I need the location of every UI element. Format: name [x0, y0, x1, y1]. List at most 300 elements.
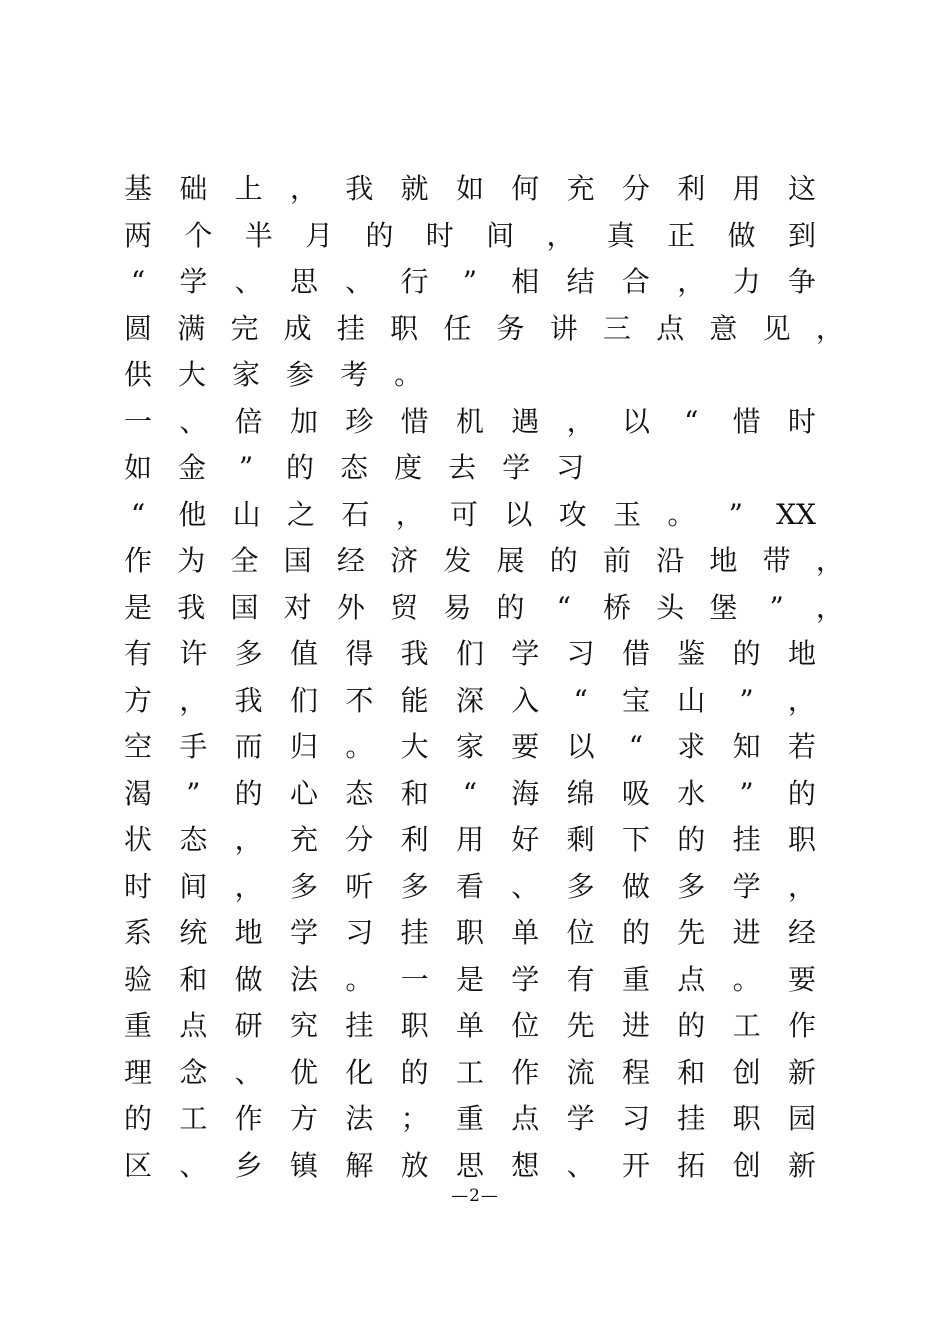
body-text: [124, 166, 844, 1189]
text-glyph: 大: [400, 730, 429, 763]
text-glyph: 要: [511, 730, 540, 763]
text-glyph: 借: [621, 637, 650, 670]
text-glyph: 做: [621, 869, 650, 903]
text-glyph: 地: [787, 637, 816, 670]
text-glyph: 个: [184, 218, 213, 252]
text-glyph: 结: [566, 265, 595, 298]
text-glyph: 一: [400, 962, 429, 996]
text-glyph: 下: [621, 823, 650, 856]
text-glyph: 。: [345, 730, 374, 763]
text-glyph: 用: [732, 172, 761, 205]
text-glyph: 解: [345, 1148, 374, 1182]
text-glyph: 多: [566, 869, 595, 903]
text-glyph: 惜: [732, 404, 761, 438]
text-glyph: 念: [179, 1055, 208, 1089]
text-glyph: 先: [566, 1009, 595, 1042]
text-glyph: ，: [787, 869, 816, 903]
text-glyph: 习: [556, 451, 585, 484]
text-glyph: 得: [345, 637, 374, 670]
text-glyph: 圆: [124, 311, 153, 345]
text-line: [124, 492, 816, 539]
text-glyph: 多: [400, 869, 429, 903]
text-glyph: 金: [178, 451, 207, 484]
text-glyph: 重: [455, 1102, 484, 1135]
text-glyph: 学: [289, 916, 318, 949]
text-glyph: 展: [496, 544, 525, 577]
text-glyph: 分: [621, 172, 650, 205]
text-glyph: 习: [621, 1102, 650, 1135]
text-glyph: 统: [179, 916, 208, 949]
text-glyph: 们: [289, 683, 318, 717]
text-glyph: 的: [234, 776, 263, 810]
text-glyph: ”: [769, 590, 784, 624]
text-glyph: 学: [511, 637, 540, 670]
text-glyph: 点: [179, 1009, 208, 1042]
text-glyph: 心: [289, 776, 318, 810]
text-glyph: 、: [179, 404, 208, 438]
text-glyph: 重: [621, 962, 650, 996]
text-glyph: 验: [124, 962, 153, 996]
text-line: [124, 585, 844, 632]
text-glyph: ”: [728, 497, 743, 531]
text-glyph: 考: [340, 358, 369, 391]
text-glyph: 工: [179, 1102, 208, 1135]
text-line: [124, 352, 844, 399]
text-glyph: 挂: [732, 823, 761, 856]
text-glyph: 对: [283, 590, 312, 624]
text-glyph: 桥: [602, 590, 631, 624]
text-glyph: 真: [606, 218, 635, 252]
text-glyph: 学: [732, 869, 761, 903]
text-glyph: 挂: [336, 311, 365, 345]
text-line: [124, 771, 816, 818]
text-glyph: 职: [732, 1102, 761, 1135]
text-glyph: 法: [289, 962, 318, 996]
text-glyph: 以: [621, 404, 650, 438]
text-glyph: 区: [124, 1148, 153, 1182]
text-glyph: 态: [179, 823, 208, 856]
text-line: [124, 1003, 816, 1050]
text-line: [124, 259, 816, 306]
text-glyph: 作: [787, 1009, 816, 1042]
text-glyph: 思: [455, 1148, 484, 1182]
text-glyph: 遇: [511, 404, 540, 438]
text-glyph: 方: [289, 1102, 318, 1135]
text-glyph: 。: [732, 962, 761, 996]
text-glyph: 水: [677, 776, 706, 810]
text-glyph: 大: [178, 358, 207, 391]
text-glyph: 入: [511, 683, 540, 717]
text-glyph: 家: [455, 730, 484, 763]
text-line: [124, 213, 816, 260]
text-glyph: 度: [394, 451, 423, 484]
text-glyph: 流: [566, 1055, 595, 1089]
text-glyph: 到: [787, 218, 816, 252]
text-glyph: 渴: [124, 776, 153, 810]
text-glyph: 进: [621, 1009, 650, 1042]
text-glyph: 不: [345, 683, 374, 717]
text-glyph: 时: [787, 404, 816, 438]
text-glyph: ，: [395, 497, 424, 531]
text-glyph: 作: [511, 1055, 540, 1089]
text-glyph: 许: [179, 637, 208, 670]
text-glyph: 的: [732, 637, 761, 670]
text-glyph: 有: [124, 637, 153, 670]
text-glyph: 充: [566, 172, 595, 205]
text-glyph: ；: [400, 1102, 429, 1135]
text-glyph: 的: [677, 823, 706, 856]
text-glyph: 的: [400, 1055, 429, 1089]
text-glyph: 行: [400, 265, 429, 298]
text-glyph: 机: [455, 404, 484, 438]
text-glyph: 。: [667, 497, 696, 531]
text-glyph: 意: [709, 311, 738, 345]
section-heading-line: [124, 399, 816, 446]
text-glyph: 多: [677, 869, 706, 903]
text-line: [124, 631, 816, 678]
text-glyph: 值: [289, 637, 318, 670]
text-glyph: 山: [232, 497, 261, 531]
text-glyph: 和: [677, 1055, 706, 1089]
text-glyph: 知: [732, 730, 761, 763]
text-glyph: 分: [345, 823, 374, 856]
text-glyph: 家: [232, 358, 261, 391]
text-glyph: 手: [179, 730, 208, 763]
text-glyph: 的: [677, 1009, 706, 1042]
text-glyph: 发: [443, 544, 472, 577]
text-glyph: 们: [455, 637, 484, 670]
text-glyph: 、: [566, 1148, 595, 1182]
text-glyph: 倍: [234, 404, 263, 438]
text-glyph: 先: [677, 916, 706, 949]
text-glyph: 力: [732, 265, 761, 298]
text-glyph: 如: [124, 451, 153, 484]
text-glyph: 镇: [289, 1148, 318, 1182]
text-glyph: 好: [511, 823, 540, 856]
text-glyph: 习: [566, 637, 595, 670]
text-glyph: 挂: [400, 916, 429, 949]
text-glyph: 间: [486, 218, 515, 252]
text-glyph: 这: [787, 172, 816, 205]
text-glyph: 加: [289, 404, 318, 438]
text-glyph: ，: [566, 404, 595, 438]
text-glyph: “: [573, 683, 588, 717]
text-glyph: ，: [677, 265, 706, 298]
text-glyph: 国: [230, 590, 259, 624]
text-glyph: 、: [234, 265, 263, 298]
text-glyph: 深: [455, 683, 484, 717]
text-glyph: 可: [450, 497, 479, 531]
text-glyph: 国: [283, 544, 312, 577]
text-glyph: 的: [787, 776, 816, 810]
text-glyph: 是: [455, 962, 484, 996]
text-glyph: ，: [234, 869, 263, 903]
text-glyph: 地: [709, 544, 738, 577]
text-glyph: 放: [400, 1148, 429, 1182]
text-glyph: “: [628, 730, 644, 763]
text-glyph: 参: [286, 358, 315, 391]
text-glyph: 何: [511, 172, 540, 205]
text-glyph: ”: [739, 683, 754, 717]
text-glyph: 学: [179, 265, 208, 298]
text-glyph: 而: [234, 730, 263, 763]
section-heading-line: [124, 445, 844, 492]
text-glyph: 争: [787, 265, 816, 298]
text-glyph: 程: [621, 1055, 650, 1089]
text-glyph: 基: [124, 172, 153, 205]
text-glyph: 空: [124, 730, 153, 763]
text-glyph: 鉴: [677, 637, 706, 670]
text-glyph: 我: [400, 637, 429, 670]
text-glyph: 作: [234, 1102, 263, 1135]
text-glyph: ”: [462, 265, 478, 298]
text-glyph: 带: [762, 544, 791, 577]
text-glyph: 学: [502, 451, 531, 484]
text-glyph: 合: [621, 265, 650, 298]
text-glyph: 的: [124, 1102, 153, 1135]
text-glyph: 就: [400, 172, 429, 205]
text-glyph: “: [684, 404, 699, 438]
text-glyph: 和: [179, 962, 208, 996]
text-glyph: 宝: [621, 683, 650, 717]
text-glyph: 职: [390, 311, 419, 345]
text-glyph: 位: [511, 1009, 540, 1042]
text-glyph: 理: [124, 1055, 153, 1089]
text-glyph: 、: [345, 265, 374, 298]
text-glyph: 堡: [709, 590, 738, 624]
text-glyph: 听: [345, 869, 374, 903]
text-glyph: 要: [787, 962, 816, 996]
text-glyph: 务: [496, 311, 525, 345]
text-glyph: 一: [124, 404, 153, 438]
text-glyph: 满: [177, 311, 206, 345]
text-line: [124, 724, 816, 771]
text-glyph: ，: [234, 823, 263, 856]
text-glyph: ”: [186, 776, 201, 810]
text-glyph: 时: [124, 869, 153, 903]
text-glyph: 思: [289, 265, 318, 298]
text-glyph: 惜: [400, 404, 429, 438]
text-glyph: 以: [566, 730, 595, 763]
text-glyph: ，: [815, 590, 844, 624]
text-glyph: 任: [443, 311, 472, 345]
text-glyph: 石: [341, 497, 370, 531]
text-glyph: 讲: [549, 311, 578, 345]
text-glyph: 之: [287, 497, 316, 531]
text-glyph: 绵: [566, 776, 595, 810]
text-glyph: 挂: [345, 1009, 374, 1042]
text-glyph: 态: [345, 776, 374, 810]
text-glyph: 见: [762, 311, 791, 345]
text-glyph: 我: [177, 590, 206, 624]
text-glyph: 、: [234, 1055, 263, 1089]
text-glyph: 职: [455, 916, 484, 949]
text-glyph: 。: [345, 962, 374, 996]
text-line: [124, 538, 844, 585]
text-glyph: 点: [511, 1102, 540, 1135]
text-line: [124, 957, 816, 1004]
text-glyph: 位: [566, 916, 595, 949]
text-glyph: 工: [455, 1055, 484, 1089]
text-glyph: 如: [455, 172, 484, 205]
text-glyph: 前: [602, 544, 631, 577]
text-glyph: 攻: [558, 497, 587, 531]
text-glyph: 做: [727, 218, 756, 252]
text-glyph: 、: [179, 1148, 208, 1182]
text-glyph: 方: [124, 683, 153, 717]
text-glyph: 济: [390, 544, 419, 577]
text-glyph: 玉: [613, 497, 642, 531]
text-glyph: 正: [667, 218, 696, 252]
text-glyph: 月: [305, 218, 334, 252]
text-glyph: 吸: [621, 776, 650, 810]
text-glyph: 供: [124, 358, 153, 391]
text-glyph: 园: [787, 1102, 816, 1135]
text-glyph: 新: [787, 1148, 816, 1182]
text-line: [124, 1096, 816, 1143]
text-glyph: 半: [244, 218, 273, 252]
text-glyph: 乡: [234, 1148, 263, 1182]
text-glyph: 求: [677, 730, 706, 763]
text-glyph: 两: [124, 218, 153, 252]
text-glyph: 上: [234, 172, 263, 205]
text-glyph: 、: [511, 869, 540, 903]
text-line: [124, 817, 816, 864]
text-glyph: 系: [124, 916, 153, 949]
text-glyph: 职: [400, 1009, 429, 1042]
text-glyph: 珍: [345, 404, 374, 438]
text-glyph: 习: [345, 916, 374, 949]
text-glyph: 多: [289, 869, 318, 903]
text-glyph: 易: [443, 590, 472, 624]
text-glyph: 法: [345, 1102, 374, 1135]
text-glyph: ，: [787, 683, 816, 717]
text-glyph: 利: [400, 823, 429, 856]
text-glyph: 归: [289, 730, 318, 763]
text-glyph: 的: [286, 451, 315, 484]
text-glyph: 我: [345, 172, 374, 205]
text-glyph: 的: [549, 544, 578, 577]
text-glyph: 学: [566, 1102, 595, 1135]
text-glyph: 全: [230, 544, 259, 577]
text-glyph: 成: [283, 311, 312, 345]
text-glyph: 态: [340, 451, 369, 484]
text-glyph: 点: [677, 962, 706, 996]
text-glyph: “: [130, 265, 146, 298]
text-glyph: 开: [621, 1148, 650, 1182]
text-glyph: 我: [234, 683, 263, 717]
text-glyph: 剩: [566, 823, 595, 856]
text-glyph: 单: [455, 1009, 484, 1042]
text-glyph: 看: [455, 869, 484, 903]
text-glyph: 拓: [677, 1148, 706, 1182]
text-glyph: 想: [511, 1148, 540, 1182]
text-glyph: 经: [787, 916, 816, 949]
text-glyph: 创: [732, 1055, 761, 1089]
text-glyph: 为: [177, 544, 206, 577]
text-glyph: 去: [448, 451, 477, 484]
text-glyph: 经: [336, 544, 365, 577]
text-glyph: 状: [124, 823, 153, 856]
text-glyph: 沿: [656, 544, 685, 577]
text-glyph: ，: [815, 544, 844, 577]
text-glyph: 创: [732, 1148, 761, 1182]
text-glyph: 重: [124, 1009, 153, 1042]
text-glyph: 和: [400, 776, 429, 810]
text-glyph: 时: [425, 218, 454, 252]
text-glyph: ”: [739, 776, 754, 810]
text-glyph: 新: [787, 1055, 816, 1089]
text-glyph: 山: [677, 683, 706, 717]
text-glyph: 多: [234, 637, 263, 670]
text-glyph: 的: [496, 590, 525, 624]
text-glyph: 充: [289, 823, 318, 856]
text-glyph: 能: [400, 683, 429, 717]
text-glyph: 工: [732, 1009, 761, 1042]
text-glyph: ”: [238, 451, 254, 484]
text-glyph: 研: [234, 1009, 263, 1042]
text-glyph: 优: [289, 1055, 318, 1089]
text-glyph: 利: [677, 172, 706, 205]
text-glyph: 职: [787, 823, 816, 856]
page-number: —2—: [451, 1186, 499, 1206]
text-glyph: 以: [504, 497, 533, 531]
text-line: [124, 910, 816, 957]
text-glyph: “: [130, 497, 146, 531]
text-glyph: 外: [336, 590, 365, 624]
text-glyph: 他: [178, 497, 207, 531]
text-glyph: 点: [656, 311, 685, 345]
text-glyph: 头: [656, 590, 685, 624]
text-glyph: 若: [787, 730, 816, 763]
text-line: [124, 306, 844, 353]
text-glyph: “: [556, 590, 571, 624]
text-glyph: 究: [289, 1009, 318, 1042]
text-glyph: ，: [179, 683, 208, 717]
text-line: [124, 864, 816, 911]
text-line: [124, 678, 816, 725]
text-glyph: ，: [815, 311, 844, 345]
text-glyph: ，: [546, 218, 575, 252]
text-line: [124, 166, 816, 213]
text-glyph: 间: [179, 869, 208, 903]
text-glyph: 相: [511, 265, 540, 298]
text-glyph: 有: [566, 962, 595, 996]
text-glyph: 海: [511, 776, 540, 810]
text-glyph: 的: [621, 916, 650, 949]
text-glyph: 贸: [390, 590, 419, 624]
text-glyph: 础: [179, 172, 208, 205]
text-glyph: 是: [124, 590, 153, 624]
text-glyph: 完: [230, 311, 259, 345]
text-glyph: XX: [776, 497, 816, 531]
text-glyph: 地: [234, 916, 263, 949]
text-glyph: ，: [289, 172, 318, 205]
text-glyph: 三: [602, 311, 631, 345]
text-line: [124, 1050, 816, 1097]
text-glyph: 做: [234, 962, 263, 996]
text-glyph: 单: [511, 916, 540, 949]
text-glyph: 用: [455, 823, 484, 856]
text-glyph: 挂: [677, 1102, 706, 1135]
text-glyph: 的: [365, 218, 394, 252]
text-line: [124, 1143, 816, 1190]
text-glyph: 进: [732, 916, 761, 949]
text-glyph: “: [462, 776, 478, 810]
text-glyph: 化: [345, 1055, 374, 1089]
text-glyph: 。: [394, 358, 423, 391]
text-glyph: 作: [124, 544, 153, 577]
